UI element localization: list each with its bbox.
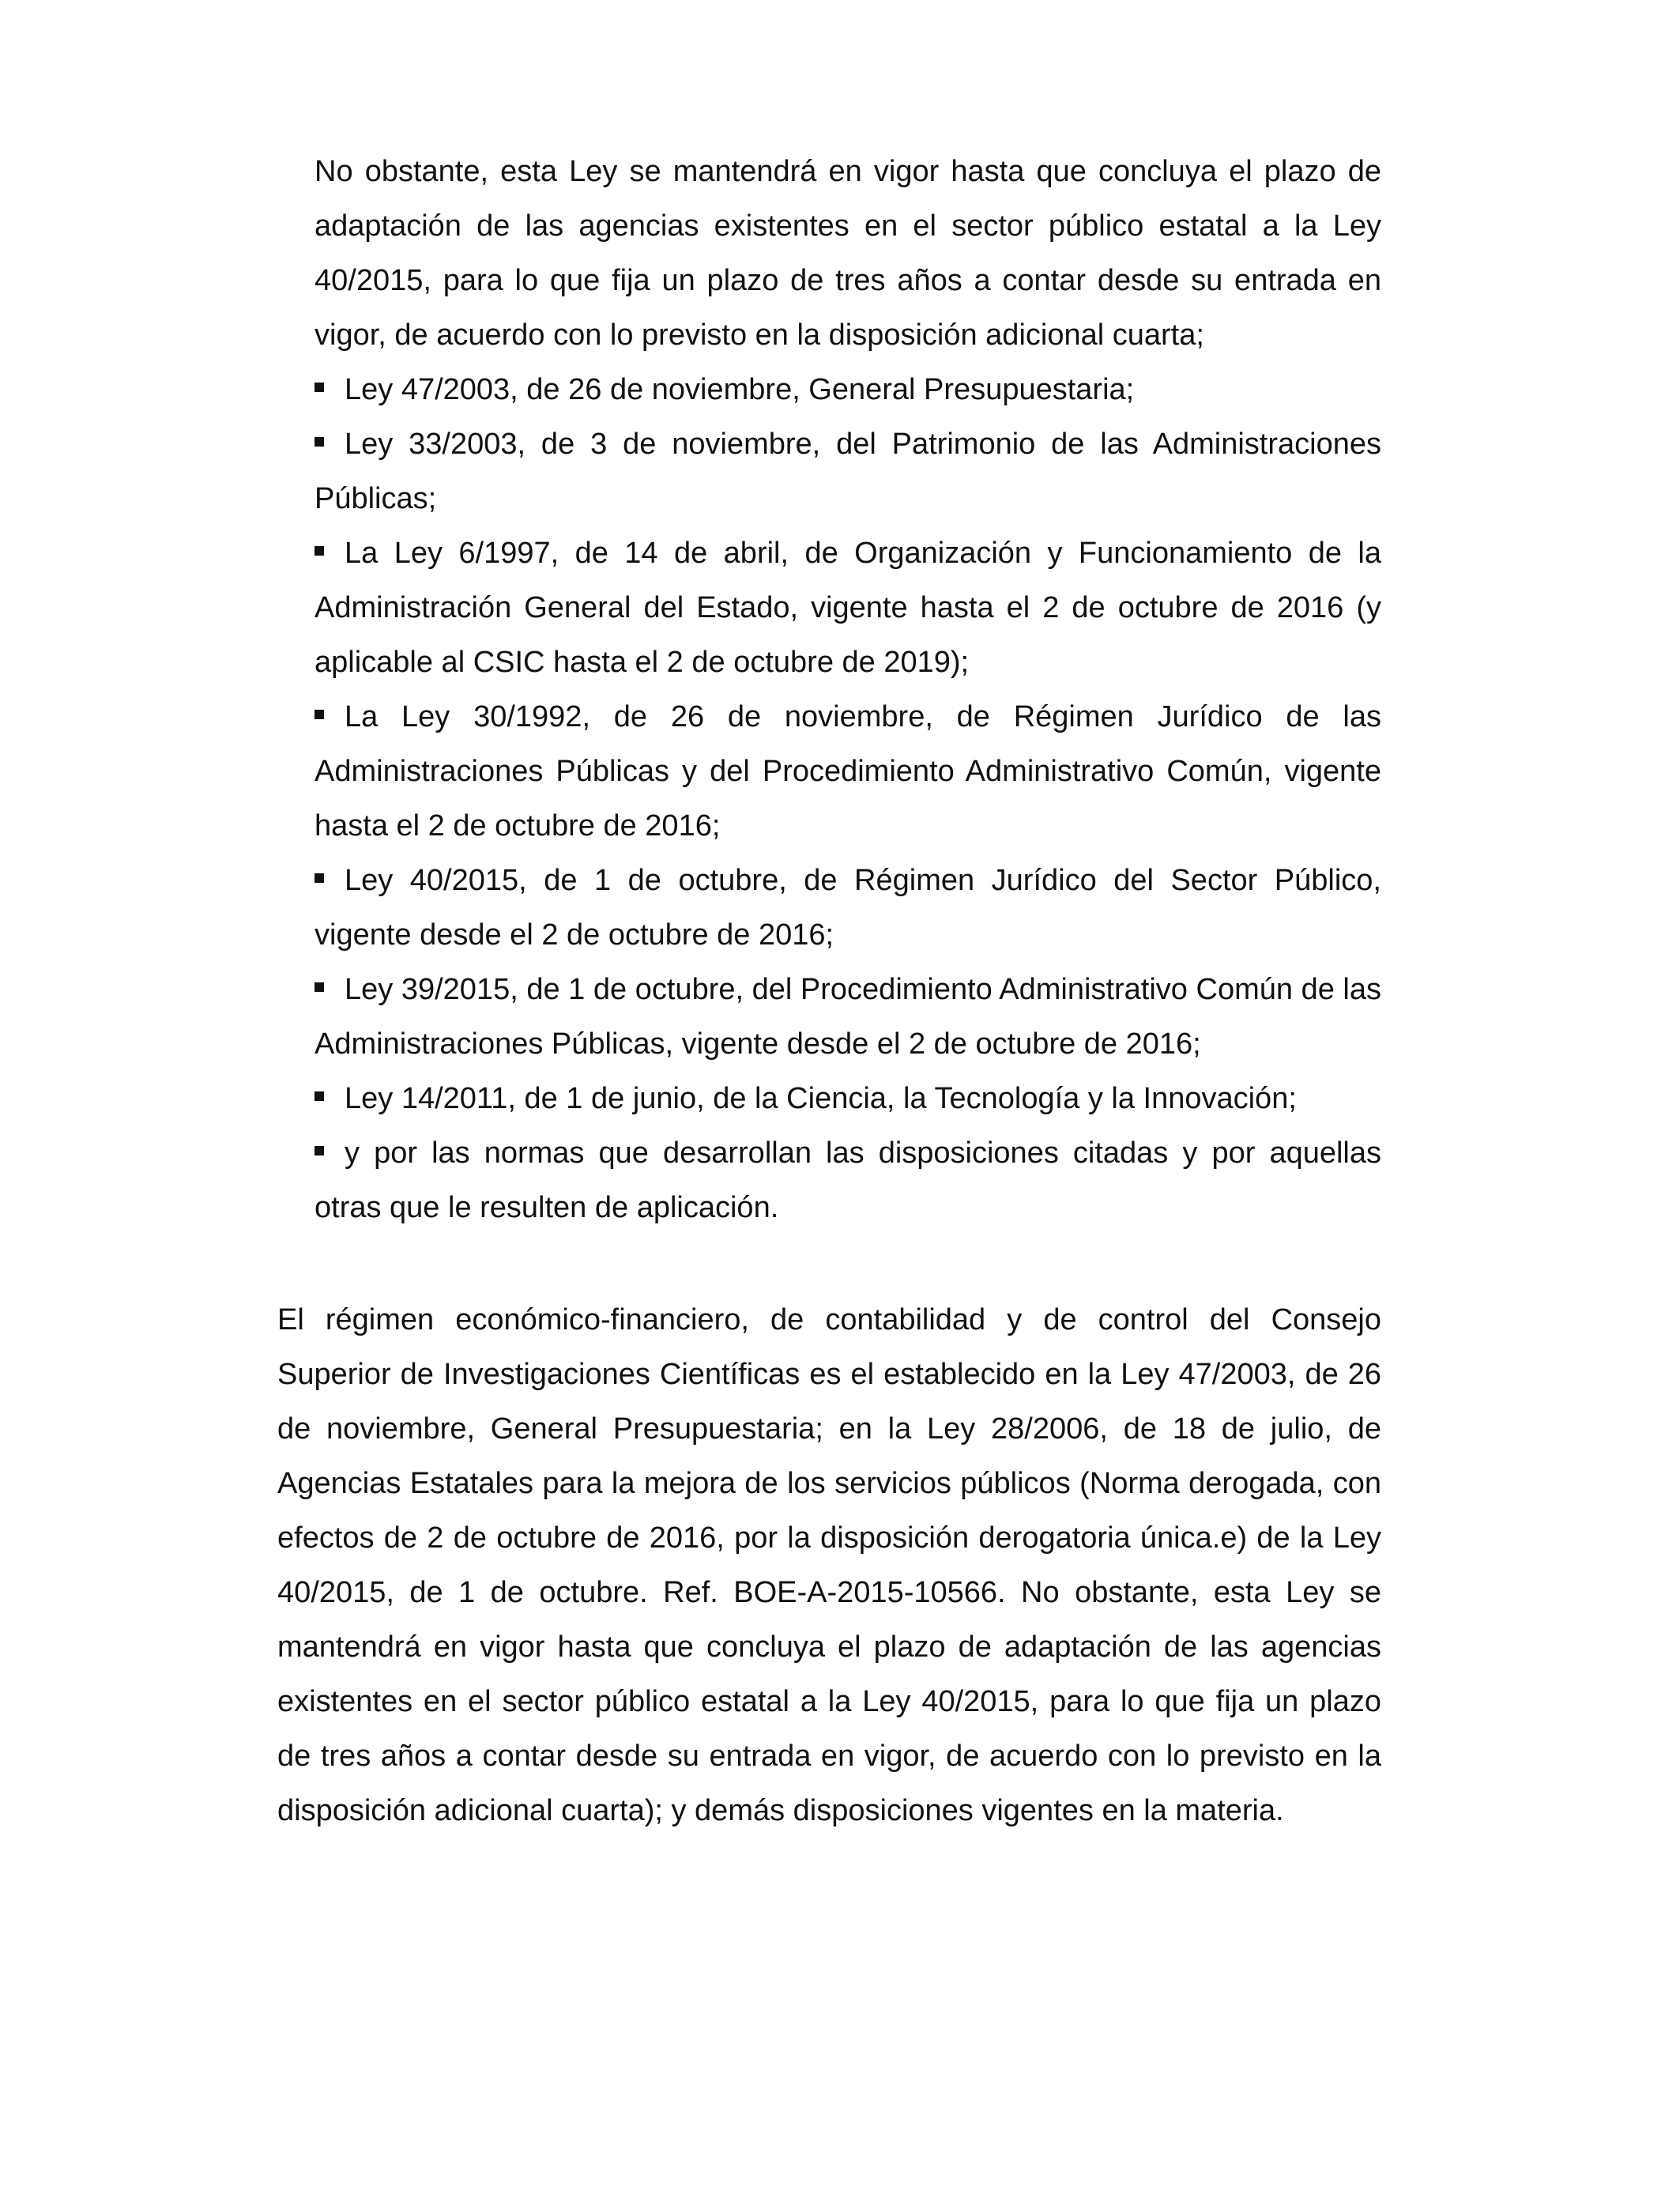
- financial-regime-paragraph: El régimen económico-financiero, de contabilidad y de control del Consejo Superior de Investigaciones Científicas es el establecido en la Ley 47/2003, de 26 de noviembre, General Presupuestaria; en la Ley 28/2006, de 18 de julio, de Agencias Estatales para la mejora de los servicios públicos (Norma derogada, con efectos de 2 de octubre de 2016, por la disposición derogatoria única.e) de la Ley 40/2015, de 1 de octubre. Ref. BOE-A-2015-10566. No obstante, esta Ley se mantendrá en vigor hasta que concluya el plazo de adaptación de las agencias existentes en el sector público estatal a la Ley 40/2015, para lo que fija un plazo de tres años a contar desde su entrada en vigor, de acuerdo con lo previsto en la disposición adicional cuarta); y demás disposiciones vigentes en la materia.: [277, 1303, 1381, 1827]
- square-bullet-icon: [315, 1146, 324, 1155]
- list-item-text: Ley 47/2003, de 26 de noviembre, General Presupuestaria;: [345, 373, 1135, 406]
- intro-paragraph: No obstante, esta Ley se mantendrá en vigor hasta que concluya el plazo de adaptación de las agencias existentes en el sector público estatal a la Ley 40/2015, para lo que fija un plazo de tres años a contar desde su entrada en vigor, de acuerdo con lo previsto en la disposición adicional cuarta;: [315, 155, 1381, 352]
- list-item: [315, 417, 1381, 526]
- list-item-text: Ley 33/2003, de 3 de noviembre, del Patrimonio de las Administraciones Públicas;: [315, 428, 1381, 515]
- list-item-text: La Ley 6/1997, de 14 de abril, de Organización y Funcionamiento de la Administración General del Estado, vigente hasta el 2 de octubre de 2016 (y aplicable al CSIC hasta el 2 de octubre de 2019);: [315, 537, 1381, 679]
- legislation-list-section: [315, 145, 1381, 1235]
- square-bullet-icon: [315, 383, 324, 392]
- list-item: [315, 690, 1381, 854]
- square-bullet-icon: [315, 873, 324, 883]
- list-item-text: La Ley 30/1992, de 26 de noviembre, de Régimen Jurídico de las Administraciones Públicas y del Procedimiento Administrativo Común, vigente hasta el 2 de octubre de 2016;: [315, 700, 1381, 843]
- list-item: [315, 1126, 1381, 1235]
- list-item-text: Ley 14/2011, de 1 de junio, de la Ciencia, la Tecnología y la Innovación;: [345, 1082, 1297, 1115]
- list-item-text: y por las normas que desarrollan las disposiciones citadas y por aquellas otras que le resulten de aplicación.: [315, 1137, 1381, 1224]
- square-bullet-icon: [315, 710, 324, 719]
- list-item: [315, 963, 1381, 1072]
- square-bullet-icon: [315, 546, 324, 556]
- square-bullet-icon: [315, 437, 324, 447]
- list-item-text: Ley 39/2015, de 1 de octubre, del Procedimiento Administrativo Común de las Administraciones Públicas, vigente desde el 2 de octubre de 2016;: [315, 973, 1381, 1061]
- financial-regime-section: [277, 1293, 1381, 1838]
- list-item: [315, 854, 1381, 963]
- list-item: [315, 1072, 1381, 1126]
- square-bullet-icon: [315, 1091, 324, 1101]
- list-item: [315, 363, 1381, 417]
- list-item: [315, 526, 1381, 690]
- list-item-text: Ley 40/2015, de 1 de octubre, de Régimen Jurídico del Sector Público, vigente desde el 2 de octubre de 2016;: [315, 864, 1381, 952]
- square-bullet-icon: [315, 982, 324, 992]
